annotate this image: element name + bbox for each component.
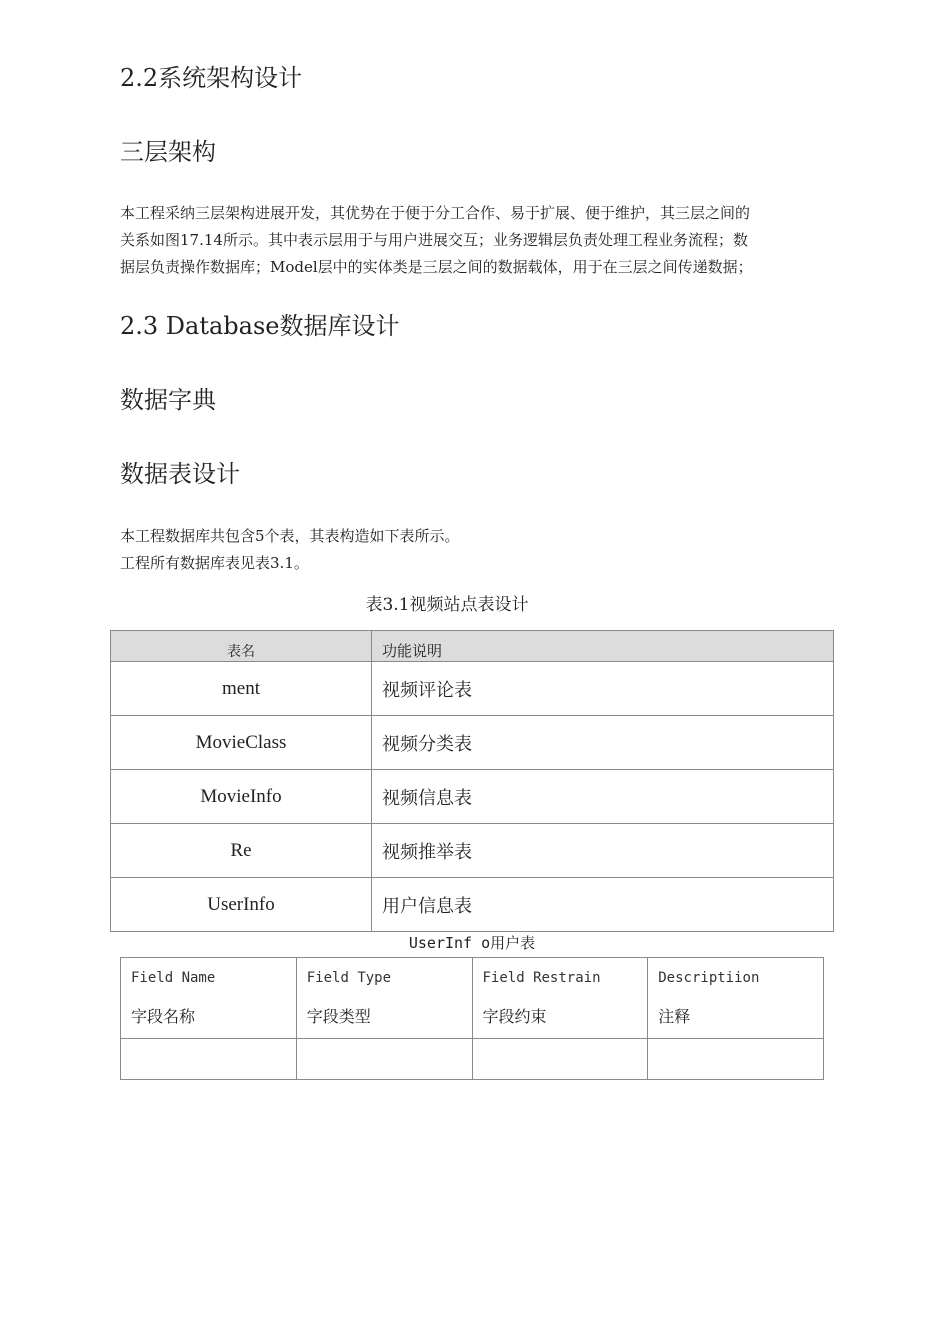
table-desc-cell: 视频信息表 bbox=[372, 770, 834, 824]
column-field-type bbox=[296, 958, 472, 1039]
table-row bbox=[111, 824, 834, 878]
column-field-name bbox=[121, 958, 297, 1039]
heading-database-design: 2.3 Database数据库设计 bbox=[120, 312, 400, 340]
heading-system-architecture: 2.2系统架构设计 bbox=[120, 64, 303, 92]
architecture-paragraph bbox=[120, 200, 840, 281]
table-desc-cell: 视频评论表 bbox=[372, 662, 834, 716]
table-name-cell: ment bbox=[111, 662, 372, 716]
para-line: 本工程采纳三层架构进展开发，其优势在于便于分工合作、易于扩展、便于维护，其三层之间的 bbox=[120, 204, 751, 222]
empty-cell bbox=[296, 1039, 472, 1080]
table-name-cell: MovieClass bbox=[111, 716, 372, 770]
table1-caption: 表3.1视频站点表设计 bbox=[365, 595, 529, 615]
table2-caption: UserInf o用户表 bbox=[408, 934, 536, 952]
empty-cell bbox=[648, 1039, 824, 1080]
table-header-row bbox=[121, 958, 824, 1039]
heading-data-dictionary: 数据字典 bbox=[120, 386, 216, 414]
heading-table-design: 数据表设计 bbox=[120, 460, 240, 488]
column-en-label: Descriptiion bbox=[658, 970, 760, 986]
table-name-cell: Re bbox=[111, 824, 372, 878]
header-table-name: 表名 bbox=[111, 631, 372, 662]
column-en-label: Field Type bbox=[306, 970, 392, 986]
video-site-tables-table bbox=[110, 630, 834, 932]
table-desc-cell: 视频推举表 bbox=[372, 824, 834, 878]
table-row bbox=[121, 1039, 824, 1080]
para-line: 据层负责操作数据库；Model层中的实体类是三层之间的数据载体，用于在三层之间传递数据； bbox=[120, 258, 753, 276]
table-desc-cell: 视频分类表 bbox=[372, 716, 834, 770]
column-cn-label: 字段约束 bbox=[482, 1007, 547, 1026]
empty-cell bbox=[121, 1039, 297, 1080]
para-line: 关系如图17.14所示。其中表示层用于与用户进展交互；业务逻辑层负责处理工程业务流程；数 bbox=[120, 231, 748, 249]
para-line: 工程所有数据库表见表3.1。 bbox=[120, 554, 309, 572]
column-en-label: Field Restrain bbox=[482, 970, 601, 986]
header-function-desc: 功能说明 bbox=[372, 631, 834, 662]
table-row bbox=[111, 662, 834, 716]
column-description bbox=[648, 958, 824, 1039]
table-name-cell: UserInfo bbox=[111, 878, 372, 932]
database-paragraph bbox=[120, 523, 840, 577]
column-cn-label: 注释 bbox=[658, 1007, 691, 1026]
table-row bbox=[111, 770, 834, 824]
table-row bbox=[111, 716, 834, 770]
para-line: 本工程数据库共包含5个表，其表构造如下表所示。 bbox=[120, 527, 460, 545]
column-field-restrain bbox=[472, 958, 648, 1039]
heading-three-tier: 三层架构 bbox=[120, 138, 216, 166]
table-desc-cell: 用户信息表 bbox=[372, 878, 834, 932]
column-en-label: Field Name bbox=[131, 970, 216, 986]
table-header-row bbox=[111, 631, 834, 662]
column-cn-label: 字段类型 bbox=[306, 1007, 371, 1026]
column-cn-label: 字段名称 bbox=[131, 1007, 196, 1026]
table-row bbox=[111, 878, 834, 932]
table-name-cell: MovieInfo bbox=[111, 770, 372, 824]
empty-cell bbox=[472, 1039, 648, 1080]
userinfo-fields-table bbox=[120, 957, 824, 1080]
